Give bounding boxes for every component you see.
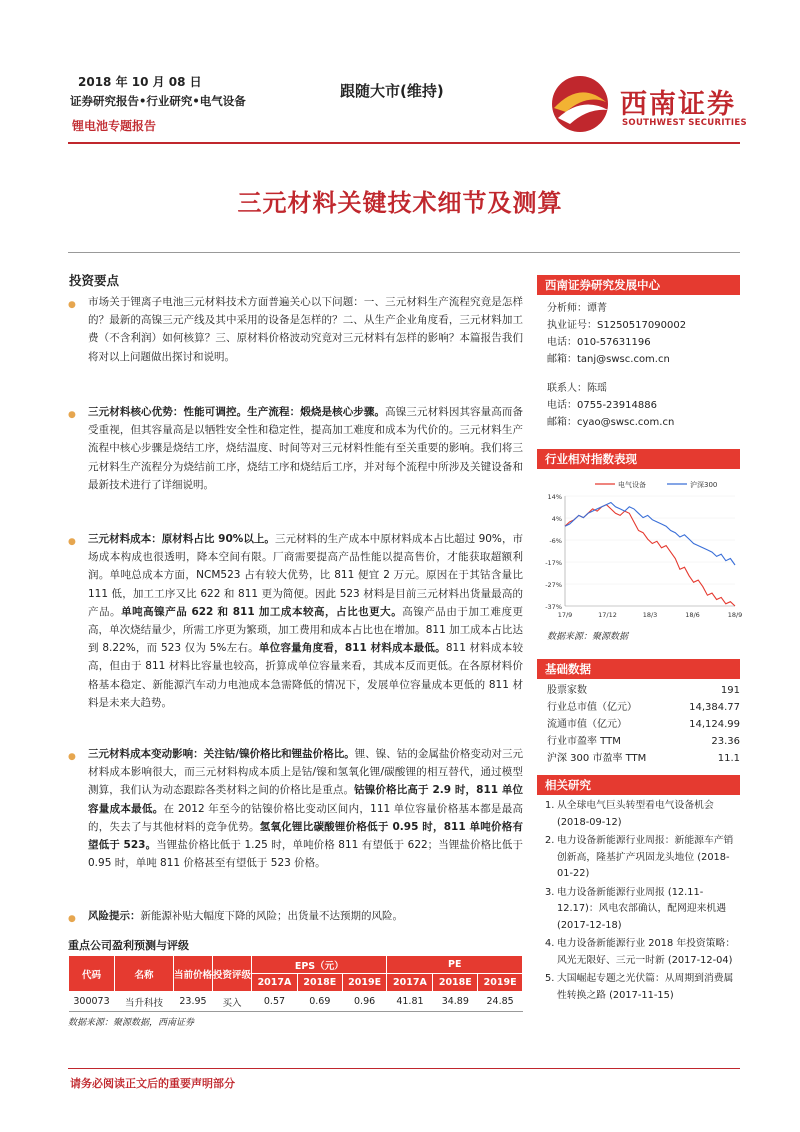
contact-phone: 电话：0755-23914886 — [547, 400, 657, 411]
y-tick-label: -6% — [549, 537, 562, 545]
bullet-bold: 三元材料成本变动影响：关注钴/镍价格比和锂盐价格比。 — [88, 748, 355, 760]
list-item[interactable] — [545, 885, 740, 935]
series-line-2 — [565, 503, 735, 566]
bullet-bold: 三元材料成本：原材料占比 90%以上。 — [88, 533, 275, 545]
table-row — [547, 750, 740, 767]
col-rating: 投资评级 — [213, 956, 252, 992]
cell-value: 0.96 — [354, 996, 376, 1007]
bullet-3 — [68, 530, 523, 712]
profit-table — [68, 955, 523, 1012]
bullet-2 — [68, 403, 523, 494]
y-tick-label: -27% — [545, 581, 562, 589]
kv-value: 14,384.77 — [689, 702, 740, 713]
kv-value: 23.36 — [711, 736, 740, 747]
bullet-bold: 单吨高镍产品 622 和 811 加工成本较高，占比也更大。 — [121, 605, 403, 618]
bullet-4 — [68, 745, 523, 872]
item-text: 电力设备新能源行业 2018 年投资策略：风光无限好、三元一时新 (2017-12-04) — [557, 938, 736, 966]
bullet-dot-icon: ● — [68, 537, 76, 547]
analyst-email[interactable]: 邮箱：tanj@swsc.com.cn — [547, 354, 670, 365]
item-text: 大国崛起专题之光伏篇：从周期到消费属性转换之路 (2017-11-15) — [557, 973, 734, 1001]
kv-label: 沪深 300 市盈率 TTM — [547, 753, 647, 764]
index-chart-svg — [537, 474, 743, 624]
bullet-5 — [68, 907, 523, 925]
bullet-text: 市场关于锂离子电池三元材料技术方面普遍关心以下问题：一、三元材料生产流程究竟是怎样的？最新的高镍三元产线及其中采用的设备是怎样的？二、从生产企业角度看，三元材料加工费（不含利润）如何核算？三、原材料价格波动究竟对三元材料有怎样的影响？本篇报告我们将对以上问题做出探讨和说明。 — [88, 296, 523, 363]
table-row — [69, 992, 523, 1012]
kv-value: 191 — [720, 685, 740, 696]
table-source: 数据来源：聚源数据，西南证券 — [68, 1018, 195, 1028]
cell-value: 0.57 — [263, 996, 286, 1007]
related-research-header: 相关研究 — [537, 775, 740, 795]
bullet-text: 当锂盐价格比低于 1.25 时，单吨价格 811 有望低于 622；当锂盐价格比低于 0.95 时，单吨 811 价格甚至有望低于 523 价格。 — [88, 839, 523, 870]
bullet-dot-icon: ● — [68, 914, 76, 924]
title-divider — [68, 252, 740, 253]
table-row — [547, 733, 740, 750]
industry-rating: 跟随大市(维持) — [340, 82, 444, 100]
report-title: 三元材料关键技术细节及测算 — [237, 189, 563, 217]
logo-text-en: SOUTHWEST SECURITIES — [622, 118, 747, 128]
bullet-text: 高镍产品由于加工难度更高，单次烧结量少，所需工序更为繁琐，加工费用和成本占比也在增加。811 加工成本占比达到 8.22%，而 523 仅为 5%左右。 — [88, 605, 524, 655]
bullet-dot-icon: ● — [68, 410, 76, 420]
col-name: 名称 — [115, 956, 174, 992]
logo-text-cn: 西南证券 — [620, 89, 736, 120]
col-eps: EPS（元） — [252, 956, 387, 974]
bullet-bold: 单位容量角度看，811 材料成本最低。 — [258, 642, 446, 655]
y-tick-label: -37% — [545, 603, 562, 611]
analyst-name: 分析师：谭菁 — [547, 303, 607, 314]
y-tick-label: -17% — [545, 559, 562, 567]
item-text: 电力设备新能源行业周报 (12.11-12.17)：风电农部确认，配网迎来机遇 (2017-12-18) — [557, 886, 727, 931]
kv-label: 行业总市值（亿元） — [547, 702, 637, 713]
cell-name: 当升科技 — [124, 997, 163, 1009]
kv-label: 流通市值（亿元） — [547, 719, 627, 730]
bullet-text: 锂、镍、钴的金属盐价格变动对三元材料成本影响很大，而三元材料构成本质上是钴/镍和氢氧化锂/碳酸锂的相互替代，通过模型测算，我们认为动态跟踪各类材料之间的价格比是重点。 — [88, 748, 523, 797]
table-row — [547, 682, 740, 699]
legend-label: 电气设备 — [618, 481, 646, 489]
contact-email[interactable]: 邮箱：cyao@swsc.com.cn — [547, 417, 675, 428]
x-tick-label: 17/9 — [557, 611, 573, 619]
item-num: 5. — [545, 973, 555, 984]
col-pe: PE — [387, 956, 523, 974]
series-line-1 — [565, 505, 735, 606]
cell-value: 24.85 — [486, 996, 514, 1007]
cell-value: 34.89 — [441, 996, 469, 1007]
chart-source: 数据来源：聚源数据 — [547, 632, 629, 642]
bullet-bold: 风险提示： — [88, 910, 141, 922]
item-num: 4. — [545, 938, 555, 949]
chart-header: 行业相对指数表现 — [537, 449, 740, 469]
header-divider — [68, 142, 740, 144]
col-year: 2019E — [478, 974, 523, 992]
list-item[interactable] — [545, 971, 740, 1004]
basic-data-table — [547, 682, 740, 767]
item-num: 3. — [545, 886, 555, 898]
index-chart — [537, 474, 743, 628]
item-num: 2. — [545, 835, 555, 846]
basic-data-header: 基础数据 — [537, 659, 740, 679]
logo-emblem-icon — [548, 74, 614, 134]
table-row — [547, 716, 740, 733]
bullet-text: 在 2012 年至今的钴镍价格比变动区间内，111 单位容量价格基本都是最高的，失去了与其他材料的竞争优势。 — [88, 802, 523, 833]
footer-disclaimer[interactable]: 请务必阅读正文后的重要声明部分 — [70, 1077, 235, 1090]
bullet-1 — [68, 293, 523, 366]
col-price: 当前价格 — [174, 956, 213, 992]
profit-table-title: 重点公司盈利预测与评级 — [68, 939, 189, 952]
contact-name: 联系人：陈瑶 — [547, 383, 607, 394]
kv-value: 11.1 — [717, 753, 740, 764]
kv-label: 行业市盈率 TTM — [547, 736, 621, 747]
table-row — [547, 699, 740, 716]
list-item[interactable] — [545, 936, 740, 969]
report-type: 证券研究报告•行业研究•电气设备 — [70, 94, 246, 108]
bullet-text: 高镍三元材料因其容量高而备受重视，但其容量高是以牺牲安全性和稳定性，提高加工难度和成本为代价的。三元材料生产流程中核心步骤是烧结工序，烧结温度、时间等对三元材料性能有至关重要的影响。我们将三元材料生产流程分为烧结前工序，烧结工序和烧结后工序，并对每个流程中所涉及关键设备和最新技术进行了详细说明。 — [88, 406, 524, 491]
bullet-bold: 氢氧化锂比碳酸锂价格低于 0.95 时，811 单吨价格有望低于 523。 — [88, 820, 523, 852]
col-year: 2019E — [342, 974, 387, 992]
section-title: 投资要点 — [69, 273, 120, 288]
legend-label: 沪深300 — [690, 481, 718, 489]
col-year: 2018E — [433, 974, 478, 992]
cell-value: 41.81 — [396, 996, 424, 1007]
report-date: 2018 年 10 月 08 日 — [78, 75, 202, 89]
analyst-phone: 电话：010-57631196 — [547, 337, 651, 348]
kv-value: 14,124.99 — [689, 719, 740, 730]
cell-value: 0.69 — [309, 996, 331, 1007]
bullet-text: 三元材料的生产成本中原材料成本占比超过 90%，市场成本构成也很透明，降本空间有限。厂商需要提高产品性能以提高售价，才能获取超额利润。单吨总成本方面，NCM523 占有较大优势，比 811 便宜 2 万元。原因在于其钴含量比 111 低，加工工序又比 622 和 811 更为简便。因此 523 材料是目前三元材料出货量最高的产品。 — [88, 533, 523, 618]
x-tick-label: 18/3 — [642, 611, 658, 619]
cell-rating: 买入 — [222, 997, 242, 1009]
cell-price: 23.95 — [179, 996, 207, 1007]
bullet-text: 新能源补贴大幅度下降的风险；出货量不达预期的风险。 — [140, 910, 403, 922]
x-tick-label: 17/12 — [598, 611, 617, 619]
list-item[interactable] — [545, 798, 740, 831]
report-subtype: 锂电池专题报告 — [72, 119, 157, 133]
item-text: 电力设备新能源行业周报：新能源车产销创新高，隆基扩产巩固龙头地位 (2018-01-22) — [557, 835, 734, 879]
analyst-info — [547, 300, 686, 431]
col-year: 2017A — [252, 974, 298, 992]
y-tick-label: 4% — [551, 515, 562, 523]
x-tick-label: 18/9 — [727, 611, 743, 619]
col-year: 2017A — [387, 974, 433, 992]
company-logo — [548, 74, 748, 134]
bullet-bold: 钴镍价格比高于 2.9 时，811 单位容量成本最低。 — [88, 784, 524, 815]
analyst-license: 执业证号：S1250517090002 — [547, 320, 687, 331]
bullet-dot-icon: ● — [68, 752, 76, 762]
bullet-dot-icon: ● — [68, 300, 76, 310]
kv-label: 股票家数 — [547, 685, 587, 696]
bullet-text: 811 材料成本较高，但由于 811 材料比容量也较高，折算成单位容量来看，其成本反而更低。在各原材料价格基本稳定、新能源汽车动力电池成本急需降低的情况下，发展单位容量成本更低的 811 材料是未来大趋势。 — [88, 642, 523, 709]
list-item[interactable] — [545, 833, 740, 883]
related-research-list — [545, 798, 740, 1006]
bullet-bold: 三元材料核心优势：性能可调控。生产流程：煅烧是核心步骤。 — [88, 406, 386, 418]
cell-code: 300073 — [73, 996, 110, 1007]
item-text: 从全球电气巨头转型看电气设备机会 (2018-09-12) — [557, 800, 714, 828]
col-year: 2018E — [297, 974, 342, 992]
x-tick-label: 18/6 — [685, 611, 700, 619]
research-center-header: 西南证券研究发展中心 — [537, 275, 740, 295]
y-tick-label: 14% — [547, 493, 562, 501]
col-code: 代码 — [69, 956, 115, 992]
footer-divider — [68, 1068, 740, 1069]
item-num: 1. — [545, 800, 555, 811]
